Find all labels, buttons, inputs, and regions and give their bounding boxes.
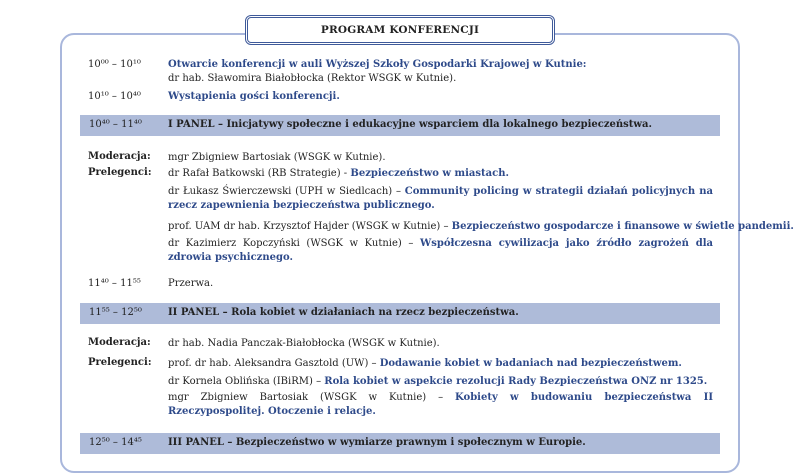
panel2-moderator: dr hab. Nadia Panczak-Białobłocka (WSGK w Kutnie).: [168, 338, 440, 349]
panel2-header: [80, 303, 720, 324]
panel1-moderation-label: Moderacja:: [88, 151, 151, 162]
speaker-topic: Bezpieczeństwo gospodarcze i finansowe w świetle pandemii.: [451, 221, 794, 232]
panel1-title: I PANEL – Inicjatywy społeczne i edukacyjne wsparciem dla lokalnego bezpieczeństwa.: [168, 119, 652, 130]
guests-time: 10¹⁰ – 10⁴⁰: [88, 91, 141, 102]
break-text: Przerwa.: [168, 278, 214, 289]
speaker-topic: Rola kobiet w aspekcie rezolucji Rady Bezpieczeństwa ONZ nr 1325.: [324, 376, 708, 387]
speaker-name: prof. dr hab. Aleksandra Gasztold (UW) –: [168, 358, 380, 369]
panel1-speaker-3: [168, 220, 794, 234]
speaker-name: dr Łukasz Świerczewski (UPH w Siedlcach) –: [168, 186, 405, 197]
page-title: PROGRAM KONFERENCJI: [245, 15, 555, 45]
panel3-time: 12⁵⁰ – 14⁴⁵: [89, 437, 142, 448]
opening-time: 10⁰⁰ – 10¹⁰: [88, 59, 141, 70]
speaker-name: dr Kornela Oblińska (IBiRM) –: [168, 376, 325, 387]
panel1-time: 10⁴⁰ – 11⁴⁰: [89, 119, 142, 130]
break-time: 11⁴⁰ – 11⁵⁵: [88, 278, 141, 289]
panel1-speaker-4: [168, 237, 713, 265]
panel2-speaker-1: [168, 357, 682, 371]
speaker-topic: Dodawanie kobiet w badaniach nad bezpieczeństwem.: [379, 358, 682, 369]
speaker-topic: Community policing w strategii działań policyjnych na rzecz zapewnienia bezpieczeństwa publicznego.: [168, 186, 713, 211]
speaker-topic: Bezpieczeństwo w miastach.: [350, 168, 509, 179]
guests-text: Wystąpienia gości konferencji.: [168, 91, 340, 102]
speaker-name: dr Rafał Batkowski (RB Strategie) -: [168, 168, 351, 179]
speaker-topic: Współczesna cywilizacja jako źródło zagrożeń dla zdrowia psychicznego.: [168, 238, 713, 263]
speaker-topic: Kobiety w budowaniu bezpieczeństwa II Rzeczypospolitej. Otoczenie i relacje.: [168, 392, 713, 417]
opening-text: Otwarcie konferencji w auli Wyższej Szkoły Gospodarki Krajowej w Kutnie:: [168, 59, 587, 70]
panel2-time: 11⁵⁵ – 12⁵⁰: [89, 307, 142, 318]
opening-speaker: dr hab. Sławomira Białobłocka (Rektor WSGK w Kutnie).: [168, 73, 457, 84]
panel1-speakers-label: Prelegenci:: [88, 167, 152, 178]
panel1-speaker-2: [168, 185, 713, 213]
panel1-header: [80, 115, 720, 136]
panel3-title: III PANEL – Bezpieczeństwo w wymiarze prawnym i społecznym w Europie.: [168, 437, 586, 448]
panel1-speaker-1: [168, 167, 509, 181]
speaker-name: mgr Zbigniew Bartosiak (WSGK w Kutnie) –: [168, 392, 456, 403]
panel2-title: II PANEL – Rola kobiet w działaniach na rzecz bezpieczeństwa.: [168, 307, 519, 318]
panel3-header: [80, 433, 720, 454]
speaker-name: dr Kazimierz Kopczyński (WSGK w Kutnie) –: [168, 238, 420, 249]
panel2-speakers-label: Prelegenci:: [88, 357, 152, 368]
panel2-speaker-3: [168, 391, 713, 419]
panel1-moderator: mgr Zbigniew Bartosiak (WSGK w Kutnie).: [168, 152, 386, 163]
speaker-name: prof. UAM dr hab. Krzysztof Hajder (WSGK w Kutnie) –: [168, 221, 452, 232]
panel2-speaker-2: [168, 375, 707, 389]
panel2-moderation-label: Moderacja:: [88, 337, 151, 348]
